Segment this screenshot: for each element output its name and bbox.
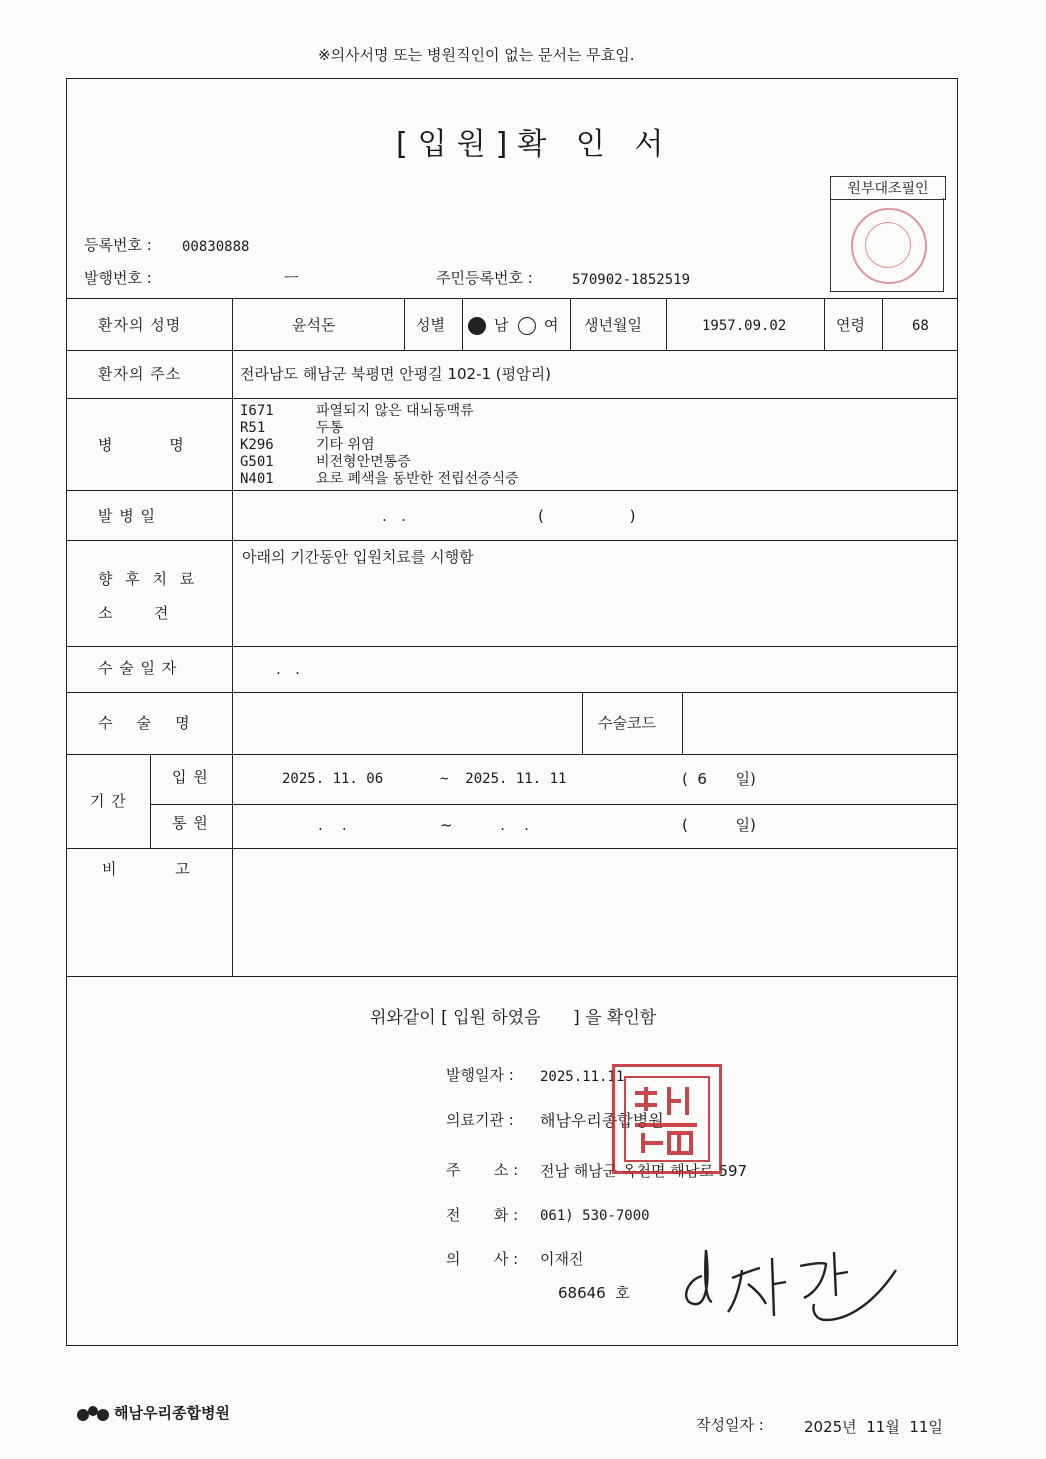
copy-seal-icon (851, 208, 927, 284)
institution-label: 의료기관 : (446, 1111, 514, 1129)
outpatient-label: 통 원 (172, 814, 209, 832)
registration-value: 00830888 (182, 239, 250, 255)
surgery-date-value: . . (276, 660, 300, 678)
sex-female-label: 여 (544, 316, 559, 334)
confirm-text: 위와같이 [ 입원 하였음 ] 을 확인함 (370, 1008, 657, 1028)
written-date-value: 2025년 11월 11일 (804, 1418, 943, 1436)
rule (570, 298, 571, 350)
issue-date-value: 2025.11.11 (540, 1069, 625, 1085)
diagnosis-code: K296 (240, 437, 274, 453)
sex-male-label: 남 (494, 316, 509, 334)
address-label: 환자의 주소 (98, 365, 182, 383)
diagnosis-code: R51 (240, 420, 266, 436)
onset-label: 발 병 일 (98, 507, 157, 525)
doctor-signature-icon (676, 1240, 908, 1330)
patient-name: 윤석돈 (292, 316, 336, 334)
surgery-date-label: 수 술 일 자 (98, 659, 178, 677)
invalid-notice: ※의사서명 또는 병원직인이 없는 문서는 무효임. (318, 46, 635, 64)
inpatient-to: ~ 2025. 11. 11 (440, 771, 567, 787)
document-title: [입원]확 인 서 (396, 127, 674, 162)
rule (582, 692, 583, 754)
seal-icon (621, 1073, 713, 1165)
rule (882, 298, 883, 350)
diagnosis-code: N401 (240, 471, 274, 487)
issue-date-label: 발행일자 : (446, 1066, 514, 1084)
rule (66, 754, 958, 755)
diagnosis-code: I671 (240, 403, 274, 419)
hospital-logo-icon (76, 1402, 110, 1424)
doctor-label: 의 사 : (446, 1250, 519, 1268)
issue-number-label: 발행번호 : (84, 269, 152, 287)
rule (66, 976, 958, 977)
age-value: 68 (912, 318, 929, 334)
resident-number-label: 주민등록번호 : (436, 269, 533, 287)
rule (404, 298, 405, 350)
rule (824, 298, 825, 350)
resident-number-value: 570902-1852519 (572, 272, 691, 288)
hospital-seal (612, 1064, 722, 1174)
hospital-address-label: 주 소 : (446, 1161, 519, 1179)
phone-value: 061) 530-7000 (540, 1208, 650, 1224)
patient-address: 전라남도 해남군 북평면 안평길 102-1 (평암리) (240, 365, 551, 383)
diagnosis-name: 파열되지 않은 대뇌동맥류 (316, 403, 474, 419)
rule (232, 298, 233, 976)
sex-label: 성별 (416, 316, 445, 334)
rule (66, 398, 958, 399)
diagnosis-name: 두통 (316, 420, 344, 436)
rule (150, 754, 151, 848)
inpatient-days: ( 6 일) (682, 770, 756, 788)
opinion-value: 아래의 기간동안 입원치료를 시행함 (242, 548, 474, 566)
birth-label: 생년월일 (584, 316, 642, 334)
rule (66, 540, 958, 541)
footer-hospital-name: 해남우리종합병원 (114, 1404, 230, 1422)
surgery-name-label: 수 술 명 (98, 714, 191, 732)
outpatient-to: ~ . . (440, 816, 529, 834)
copy-stamp-box (830, 198, 944, 292)
birth-value: 1957.09.02 (702, 318, 787, 334)
rule (66, 646, 958, 647)
remarks-label: 비 고 (102, 860, 191, 878)
rule (66, 350, 958, 351)
written-date-label: 작성일자 : (696, 1416, 764, 1434)
rule (66, 490, 958, 491)
hospital-address-value: 전남 해남군 옥천면 해남로 597 (540, 1162, 748, 1180)
rule (682, 692, 683, 754)
institution-value: 해남우리종합병원 (540, 1111, 664, 1130)
sex-female-radio (518, 317, 536, 335)
patient-name-label: 환자의 성명 (98, 316, 182, 334)
diagnosis-name: 비전형안면통증 (316, 454, 411, 470)
surgery-code-label: 수술코드 (598, 714, 656, 732)
outpatient-from: . . (318, 816, 347, 834)
rule (462, 298, 463, 350)
outpatient-days: ( 일) (682, 816, 756, 834)
onset-paren: ( ) (538, 507, 636, 525)
registration-label: 등록번호 : (84, 236, 152, 254)
diagnosis-code: G501 (240, 454, 274, 470)
inpatient-label: 입 원 (172, 768, 209, 786)
inpatient-from: 2025. 11. 06 (282, 771, 384, 787)
rule (66, 692, 958, 693)
diagnosis-name: 기타 위염 (316, 437, 375, 453)
copy-stamp-label: 원부대조필인 (830, 176, 946, 200)
opinion-label: 향 후 치 료 (98, 570, 196, 588)
sex-male-radio (468, 317, 486, 335)
rule (150, 804, 958, 805)
diagnosis-name: 요로 폐색을 동반한 전립선증식증 (316, 471, 519, 487)
age-label: 연령 (836, 316, 865, 334)
rule (66, 848, 958, 849)
diagnosis-label: 병 명 (98, 436, 185, 454)
rule (666, 298, 667, 350)
onset-value: . . (382, 507, 406, 525)
phone-label: 전 화 : (446, 1206, 519, 1224)
doctor-license: 68646 호 (558, 1284, 630, 1302)
issue-number-value: ㅡ (284, 269, 299, 287)
period-label: 기 간 (90, 792, 127, 810)
opinion-label-2: 소 견 (98, 604, 170, 622)
doctor-name: 이재진 (540, 1250, 584, 1268)
